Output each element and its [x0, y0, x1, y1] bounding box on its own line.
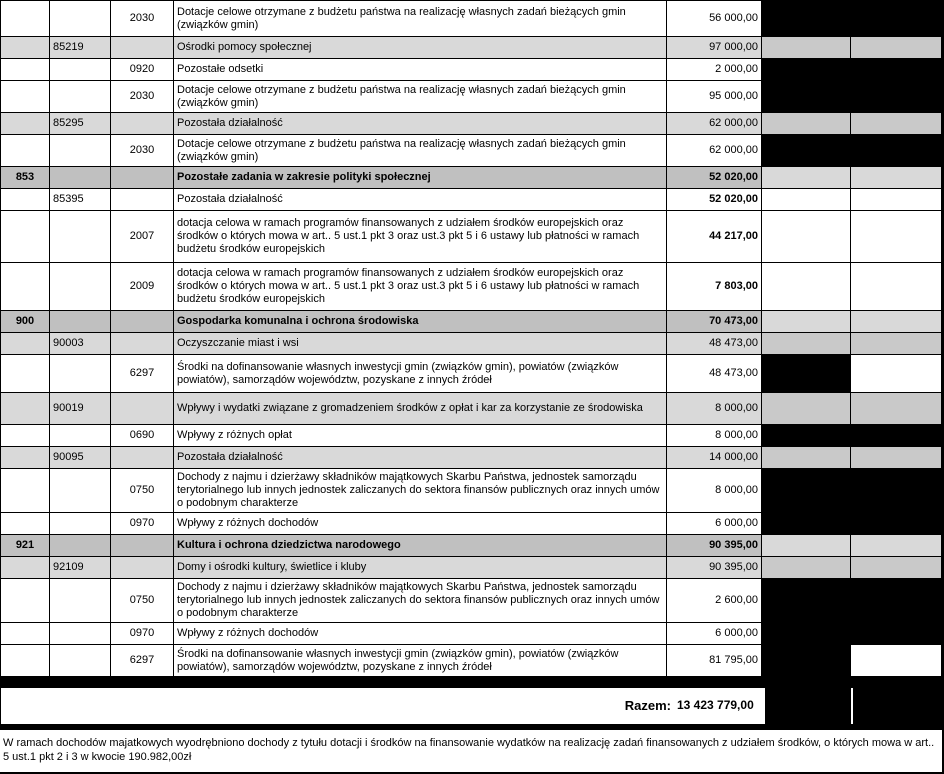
cell-value: 62 000,00	[667, 113, 762, 135]
cell-dzial	[1, 579, 50, 623]
table-row	[1, 557, 942, 579]
cell-value: 6 000,00	[667, 623, 762, 645]
cell-name: Dotacje celowe otrzymane z budżetu państwa na realizację własnych zadań bieżących gmin (związków gmin)	[174, 1, 667, 37]
cell-dzial	[1, 623, 50, 645]
table-row	[1, 263, 942, 311]
cell-dzial	[1, 425, 50, 447]
cell-name: Pozostałe odsetki	[174, 59, 667, 81]
table-row	[1, 311, 942, 333]
cell-extra-1	[762, 37, 851, 59]
cell-dzial: 921	[1, 535, 50, 557]
cell-extra-2	[851, 135, 942, 167]
cell-dzial	[1, 557, 50, 579]
cell-extra-1	[762, 167, 851, 189]
cell-rozdzial	[50, 211, 111, 263]
cell-name: Dochody z najmu i dzierżawy składników majątkowych Skarbu Państwa, jednostek samorządu terytorialnego lub innych jednostek zaliczanych do sektora finansów publicznych oraz innych umów o podobnym charakterze	[174, 469, 667, 513]
table-row	[1, 623, 942, 645]
cell-name: dotacja celowa w ramach programów finansowanych z udziałem środków europejskich oraz środków o których mowa w art.. 5 ust.1 pkt 3 oraz ust.3 pkt 5 i 6 ustawy lub płatności w ramach budżetu środków europejskich	[174, 263, 667, 311]
cell-dzial: 853	[1, 167, 50, 189]
total-extra-cell-2	[853, 688, 943, 724]
table-row	[1, 189, 942, 211]
total-extra-cell-1	[765, 688, 851, 724]
cell-value: 14 000,00	[667, 447, 762, 469]
cell-paragraf: 2007	[111, 211, 174, 263]
cell-name: Oczyszczanie miast i wsi	[174, 333, 667, 355]
cell-extra-2	[851, 623, 942, 645]
table-row	[1, 579, 942, 623]
table-row	[1, 393, 942, 425]
cell-extra-1	[762, 393, 851, 425]
cell-extra-2	[851, 535, 942, 557]
total-value: 13 423 779,00	[677, 698, 754, 712]
table-row	[1, 1, 942, 37]
cell-extra-1	[762, 469, 851, 513]
cell-rozdzial	[50, 81, 111, 113]
cell-rozdzial	[50, 263, 111, 311]
cell-dzial	[1, 393, 50, 425]
cell-extra-1	[762, 557, 851, 579]
cell-rozdzial: 85395	[50, 189, 111, 211]
total-row	[0, 687, 942, 725]
cell-extra-2	[851, 513, 942, 535]
table-row	[1, 425, 942, 447]
cell-dzial	[1, 355, 50, 393]
table-row	[1, 59, 942, 81]
cell-extra-2	[851, 81, 942, 113]
cell-value: 7 803,00	[667, 263, 762, 311]
cell-paragraf: 2030	[111, 135, 174, 167]
cell-extra-2	[851, 333, 942, 355]
cell-paragraf	[111, 557, 174, 579]
cell-rozdzial: 90019	[50, 393, 111, 425]
cell-rozdzial	[50, 167, 111, 189]
cell-paragraf: 0750	[111, 469, 174, 513]
cell-rozdzial	[50, 469, 111, 513]
cell-paragraf: 2009	[111, 263, 174, 311]
cell-dzial	[1, 1, 50, 37]
cell-value: 81 795,00	[667, 645, 762, 677]
cell-dzial	[1, 113, 50, 135]
cell-extra-2	[851, 1, 942, 37]
cell-value: 48 473,00	[667, 333, 762, 355]
cell-extra-1	[762, 355, 851, 393]
table-row	[1, 447, 942, 469]
cell-value: 8 000,00	[667, 469, 762, 513]
cell-paragraf	[111, 167, 174, 189]
cell-extra-1	[762, 263, 851, 311]
cell-extra-1	[762, 513, 851, 535]
cell-paragraf: 0970	[111, 623, 174, 645]
cell-paragraf	[111, 37, 174, 59]
footnote: W ramach dochodów majatkowych wyodrębniono dochody z tytułu dotacji i środków na finansowanie wydatków na realizację zadań finansowanych z udziałem środków, o których mowa w art.. 5 ust.1 pkt 2 i 3 w kwocie 190.982,00zł	[0, 730, 942, 772]
cell-extra-2	[851, 263, 942, 311]
cell-paragraf	[111, 535, 174, 557]
cell-value: 48 473,00	[667, 355, 762, 393]
cell-paragraf: 6297	[111, 645, 174, 677]
cell-rozdzial: 85295	[50, 113, 111, 135]
cell-extra-1	[762, 425, 851, 447]
cell-paragraf: 6297	[111, 355, 174, 393]
cell-rozdzial: 90003	[50, 333, 111, 355]
cell-paragraf	[111, 189, 174, 211]
cell-paragraf: 0920	[111, 59, 174, 81]
cell-value: 90 395,00	[667, 535, 762, 557]
cell-name: Dochody z najmu i dzierżawy składników majątkowych Skarbu Państwa, jednostek samorządu terytorialnego lub innych jednostek zaliczanych do sektora finansów publicznych oraz innych umów o podobnym charakterze	[174, 579, 667, 623]
table-row	[1, 469, 942, 513]
cell-name: Środki na dofinansowanie własnych inwestycji gmin (związków gmin), powiatów (związków powiatów), samorządów województw, pozyskane z innych źródeł	[174, 355, 667, 393]
cell-dzial: 900	[1, 311, 50, 333]
cell-extra-1	[762, 81, 851, 113]
cell-extra-1	[762, 59, 851, 81]
table-row	[1, 37, 942, 59]
cell-extra-1	[762, 645, 851, 677]
table-row	[1, 645, 942, 677]
table-row	[1, 81, 942, 113]
cell-extra-2	[851, 447, 942, 469]
cell-rozdzial	[50, 645, 111, 677]
cell-extra-2	[851, 393, 942, 425]
cell-extra-2	[851, 189, 942, 211]
cell-dzial	[1, 135, 50, 167]
cell-value: 62 000,00	[667, 135, 762, 167]
cell-extra-1	[762, 535, 851, 557]
cell-name: Wpływy z różnych dochodów	[174, 513, 667, 535]
cell-extra-1	[762, 333, 851, 355]
cell-extra-1	[762, 211, 851, 263]
cell-name: Gospodarka komunalna i ochrona środowiska	[174, 311, 667, 333]
cell-extra-1	[762, 135, 851, 167]
cell-extra-2	[851, 311, 942, 333]
cell-name: dotacja celowa w ramach programów finansowanych z udziałem środków europejskich oraz środków o których mowa w art.. 5 ust.1 pkt 3 oraz ust.3 pkt 5 i 6 ustawy lub płatności w ramach budżetu środków europejskich	[174, 211, 667, 263]
cell-name: Dotacje celowe otrzymane z budżetu państwa na realizację własnych zadań bieżących gmin (związków gmin)	[174, 135, 667, 167]
cell-value: 44 217,00	[667, 211, 762, 263]
cell-dzial	[1, 645, 50, 677]
cell-rozdzial	[50, 59, 111, 81]
cell-extra-1	[762, 579, 851, 623]
cell-rozdzial	[50, 1, 111, 37]
table-row	[1, 211, 942, 263]
cell-name: Wpływy z różnych dochodów	[174, 623, 667, 645]
cell-extra-2	[851, 579, 942, 623]
cell-extra-2	[851, 59, 942, 81]
cell-rozdzial	[50, 135, 111, 167]
cell-value: 52 020,00	[667, 167, 762, 189]
cell-dzial	[1, 81, 50, 113]
cell-name: Dotacje celowe otrzymane z budżetu państwa na realizację własnych zadań bieżących gmin (związków gmin)	[174, 81, 667, 113]
cell-value: 56 000,00	[667, 1, 762, 37]
table-row	[1, 535, 942, 557]
cell-dzial	[1, 447, 50, 469]
total-label: Razem:	[624, 698, 671, 713]
cell-rozdzial	[50, 513, 111, 535]
cell-extra-2	[851, 469, 942, 513]
cell-paragraf	[111, 311, 174, 333]
cell-name: Domy i ośrodki kultury, świetlice i kluby	[174, 557, 667, 579]
cell-rozdzial: 92109	[50, 557, 111, 579]
cell-paragraf: 0690	[111, 425, 174, 447]
cell-rozdzial: 90095	[50, 447, 111, 469]
cell-value: 70 473,00	[667, 311, 762, 333]
cell-name: Pozostała działalność	[174, 447, 667, 469]
cell-dzial	[1, 513, 50, 535]
cell-extra-1	[762, 311, 851, 333]
cell-name: Pozostała działalność	[174, 189, 667, 211]
cell-value: 90 395,00	[667, 557, 762, 579]
cell-rozdzial	[50, 311, 111, 333]
table-row	[1, 135, 942, 167]
cell-dzial	[1, 333, 50, 355]
cell-extra-2	[851, 425, 942, 447]
cell-name: Pozostałe zadania w zakresie polityki społecznej	[174, 167, 667, 189]
cell-rozdzial	[50, 623, 111, 645]
cell-value: 97 000,00	[667, 37, 762, 59]
cell-value: 8 000,00	[667, 425, 762, 447]
cell-name: Środki na dofinansowanie własnych inwestycji gmin (związków gmin), powiatów (związków powiatów), samorządów województw, pozyskane z innych źródeł	[174, 645, 667, 677]
cell-extra-2	[851, 113, 942, 135]
cell-extra-2	[851, 557, 942, 579]
cell-value: 2 600,00	[667, 579, 762, 623]
cell-name: Kultura i ochrona dziedzictwa narodowego	[174, 535, 667, 557]
cell-rozdzial: 85219	[50, 37, 111, 59]
cell-value: 52 020,00	[667, 189, 762, 211]
cell-extra-1	[762, 189, 851, 211]
cell-paragraf	[111, 447, 174, 469]
cell-paragraf: 2030	[111, 81, 174, 113]
cell-name: Pozostała działalność	[174, 113, 667, 135]
cell-dzial	[1, 189, 50, 211]
cell-paragraf: 0970	[111, 513, 174, 535]
cell-paragraf: 2030	[111, 1, 174, 37]
cell-dzial	[1, 211, 50, 263]
cell-paragraf: 0750	[111, 579, 174, 623]
table-row	[1, 333, 942, 355]
cell-extra-2	[851, 355, 942, 393]
cell-paragraf	[111, 393, 174, 425]
cell-rozdzial	[50, 535, 111, 557]
table-row	[1, 355, 942, 393]
cell-dzial	[1, 469, 50, 513]
cell-paragraf	[111, 333, 174, 355]
cell-extra-2	[851, 645, 942, 677]
cell-extra-1	[762, 1, 851, 37]
cell-extra-2	[851, 211, 942, 263]
cell-value: 6 000,00	[667, 513, 762, 535]
cell-value: 95 000,00	[667, 81, 762, 113]
cell-extra-1	[762, 447, 851, 469]
cell-dzial	[1, 37, 50, 59]
table-row	[1, 167, 942, 189]
cell-rozdzial	[50, 425, 111, 447]
cell-rozdzial	[50, 355, 111, 393]
cell-rozdzial	[50, 579, 111, 623]
cell-value: 2 000,00	[667, 59, 762, 81]
cell-extra-2	[851, 37, 942, 59]
table-row	[1, 513, 942, 535]
cell-dzial	[1, 59, 50, 81]
cell-extra-1	[762, 113, 851, 135]
cell-extra-2	[851, 167, 942, 189]
cell-extra-1	[762, 623, 851, 645]
cell-name: Wpływy i wydatki związane z gromadzeniem środków z opłat i kar za korzystanie ze środowiska	[174, 393, 667, 425]
cell-dzial	[1, 263, 50, 311]
table-row	[1, 113, 942, 135]
cell-name: Ośrodki pomocy społecznej	[174, 37, 667, 59]
cell-paragraf	[111, 113, 174, 135]
cell-value: 8 000,00	[667, 393, 762, 425]
cell-name: Wpływy z różnych opłat	[174, 425, 667, 447]
